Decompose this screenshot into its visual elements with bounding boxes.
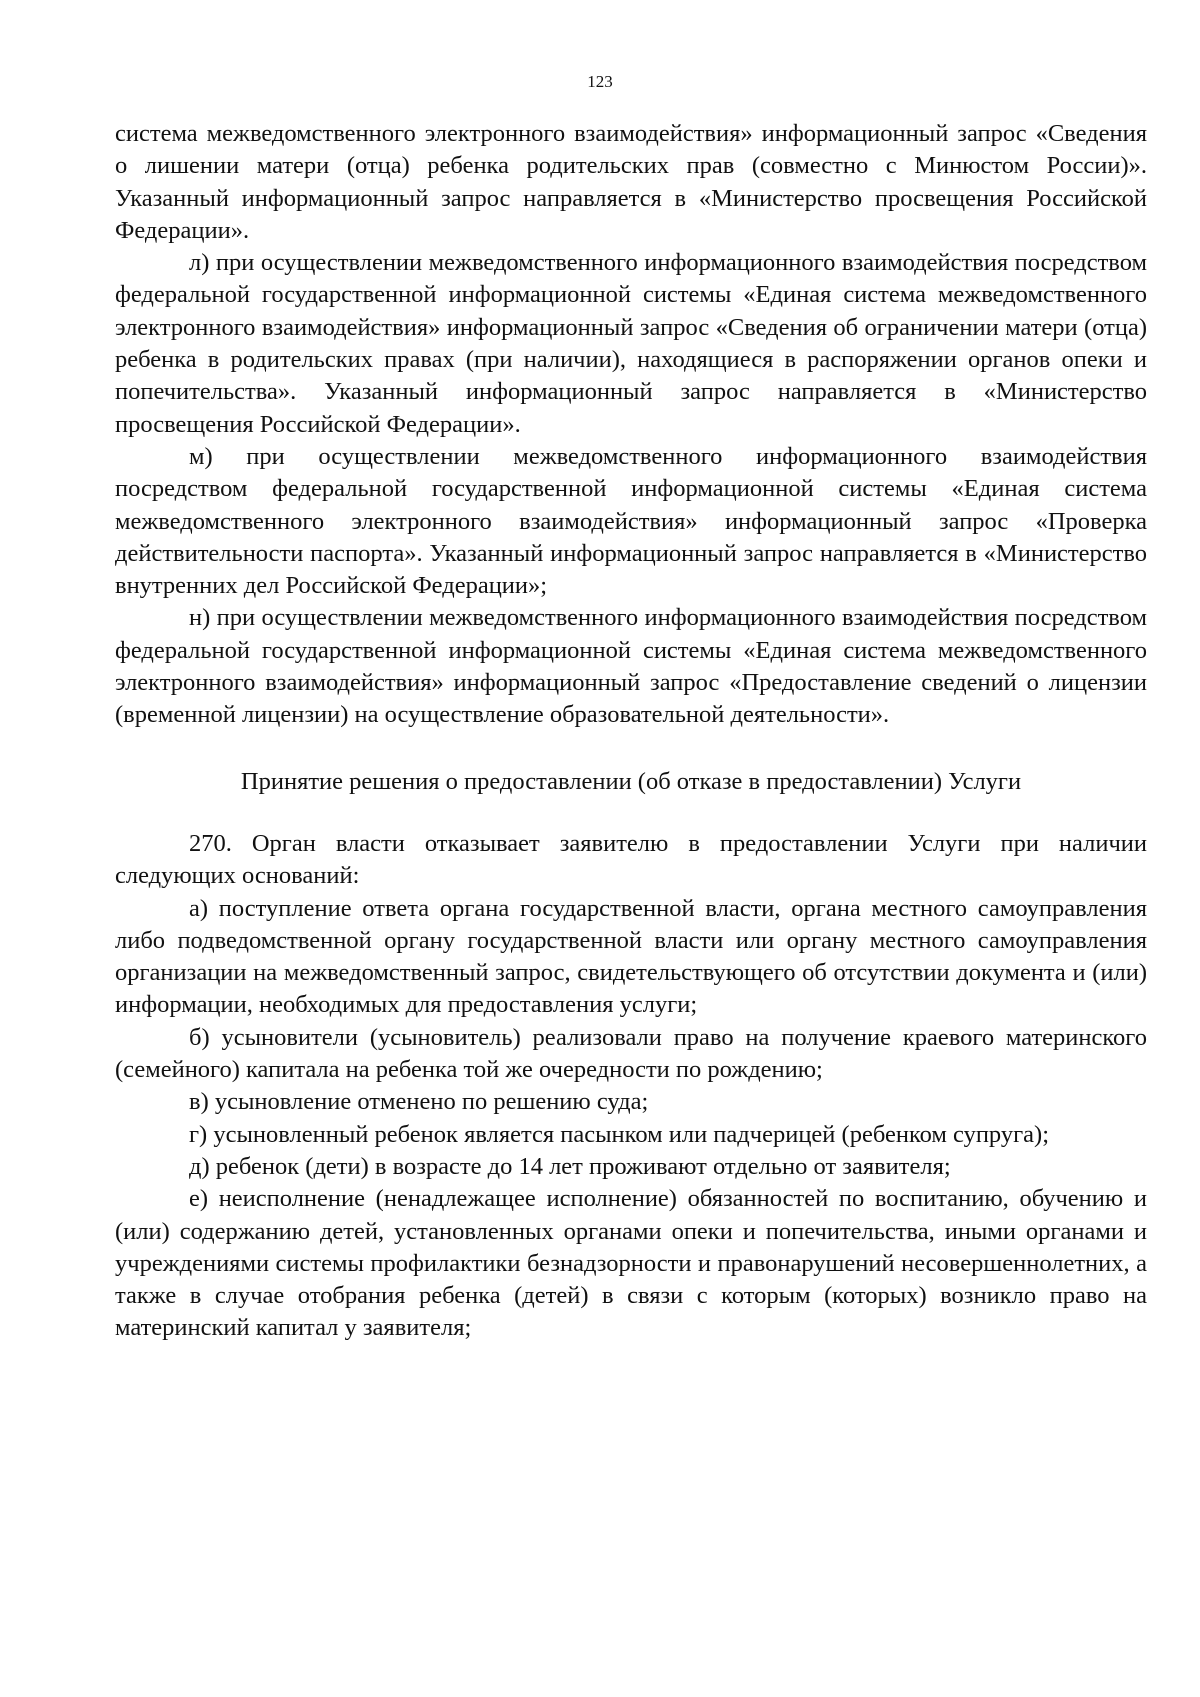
section-heading: Принятие решения о предоставлении (об отказе в предоставлении) Услуги [240, 767, 1022, 795]
paragraph-item-l: л) при осуществлении межведомственного информационного взаимодействия посредством федеральной государственной информационной системы «Единая система межведомственного электронного взаимодействия» информационный запрос «Сведения об ограничении матери (отца) ребенка в родительских правах (при наличии), находящиеся в распоряжении органов опеки и попечительства». Указанный информационный запрос направляется в «Министерство просвещения Российской Федерации». [115, 249, 1147, 438]
paragraph-270: 270. Орган власти отказывает заявителю в предоставлении Услуги при наличии следующих оснований: [115, 829, 1147, 890]
paragraph-item-e: е) неисполнение (ненадлежащее исполнение) обязанностей по воспитанию, обучению и (или) содержанию детей, установленных органами опеки и попечительства, иными органами и учреждениями системы профилактики безнадзорности и правонарушений несовершеннолетних, а также в случае отобрания ребенка (детей) в связи с которым (которых) возникло право на материнский капитал у заявителя; [115, 1185, 1147, 1342]
paragraph-item-d: д) ребенок (дети) в возрасте до 14 лет проживают отдельно от заявителя; [189, 1152, 951, 1180]
page-number: 123 [587, 72, 613, 91]
paragraph-item-m: м) при осуществлении межведомственного информационного взаимодействия посредством федеральной государственной информационной системы «Единая система межведомственного электронного взаимодействия» информационный запрос «Проверка действительности паспорта». Указанный информационный запрос направляется в «Министерство внутренних дел Российской Федерации»; [115, 442, 1147, 600]
paragraph-item-b: б) усыновители (усыновитель) реализовали право на получение краевого материнского (семейного) капитала на ребенка той же очередности по рождению; [115, 1023, 1147, 1084]
document-body [115, 118, 1147, 1345]
paragraph-item-a: а) поступление ответа органа государственной власти, органа местного самоуправления либо подведомственной органу государственной власти или органу местного самоуправления организации на межведомственный запрос, свидетельствующего об отсутствии документа и (или) информации, необходимых для предоставления услуги; [115, 894, 1147, 1019]
paragraph-item-n: н) при осуществлении межведомственного информационного взаимодействия посредством федеральной государственной информационной системы «Единая система межведомственного электронного взаимодействия» информационный запрос «Предоставление сведений о лицензии (временной лицензии) на осуществление образовательной деятельности». [115, 604, 1147, 729]
paragraph-item-v: в) усыновление отменено по решению суда; [189, 1088, 649, 1116]
paragraph-continuation: система межведомственного электронного взаимодействия» информационный запрос «Сведения о лишении матери (отца) ребенка родительских прав (совместно с Минюстом России)». Указанный информационный запрос направляется в «Министерство просвещения Российской Федерации». [115, 120, 1147, 244]
paragraph-item-g: г) усыновленный ребенок является пасынком или падчерицей (ребенком супруга); [189, 1120, 1050, 1148]
